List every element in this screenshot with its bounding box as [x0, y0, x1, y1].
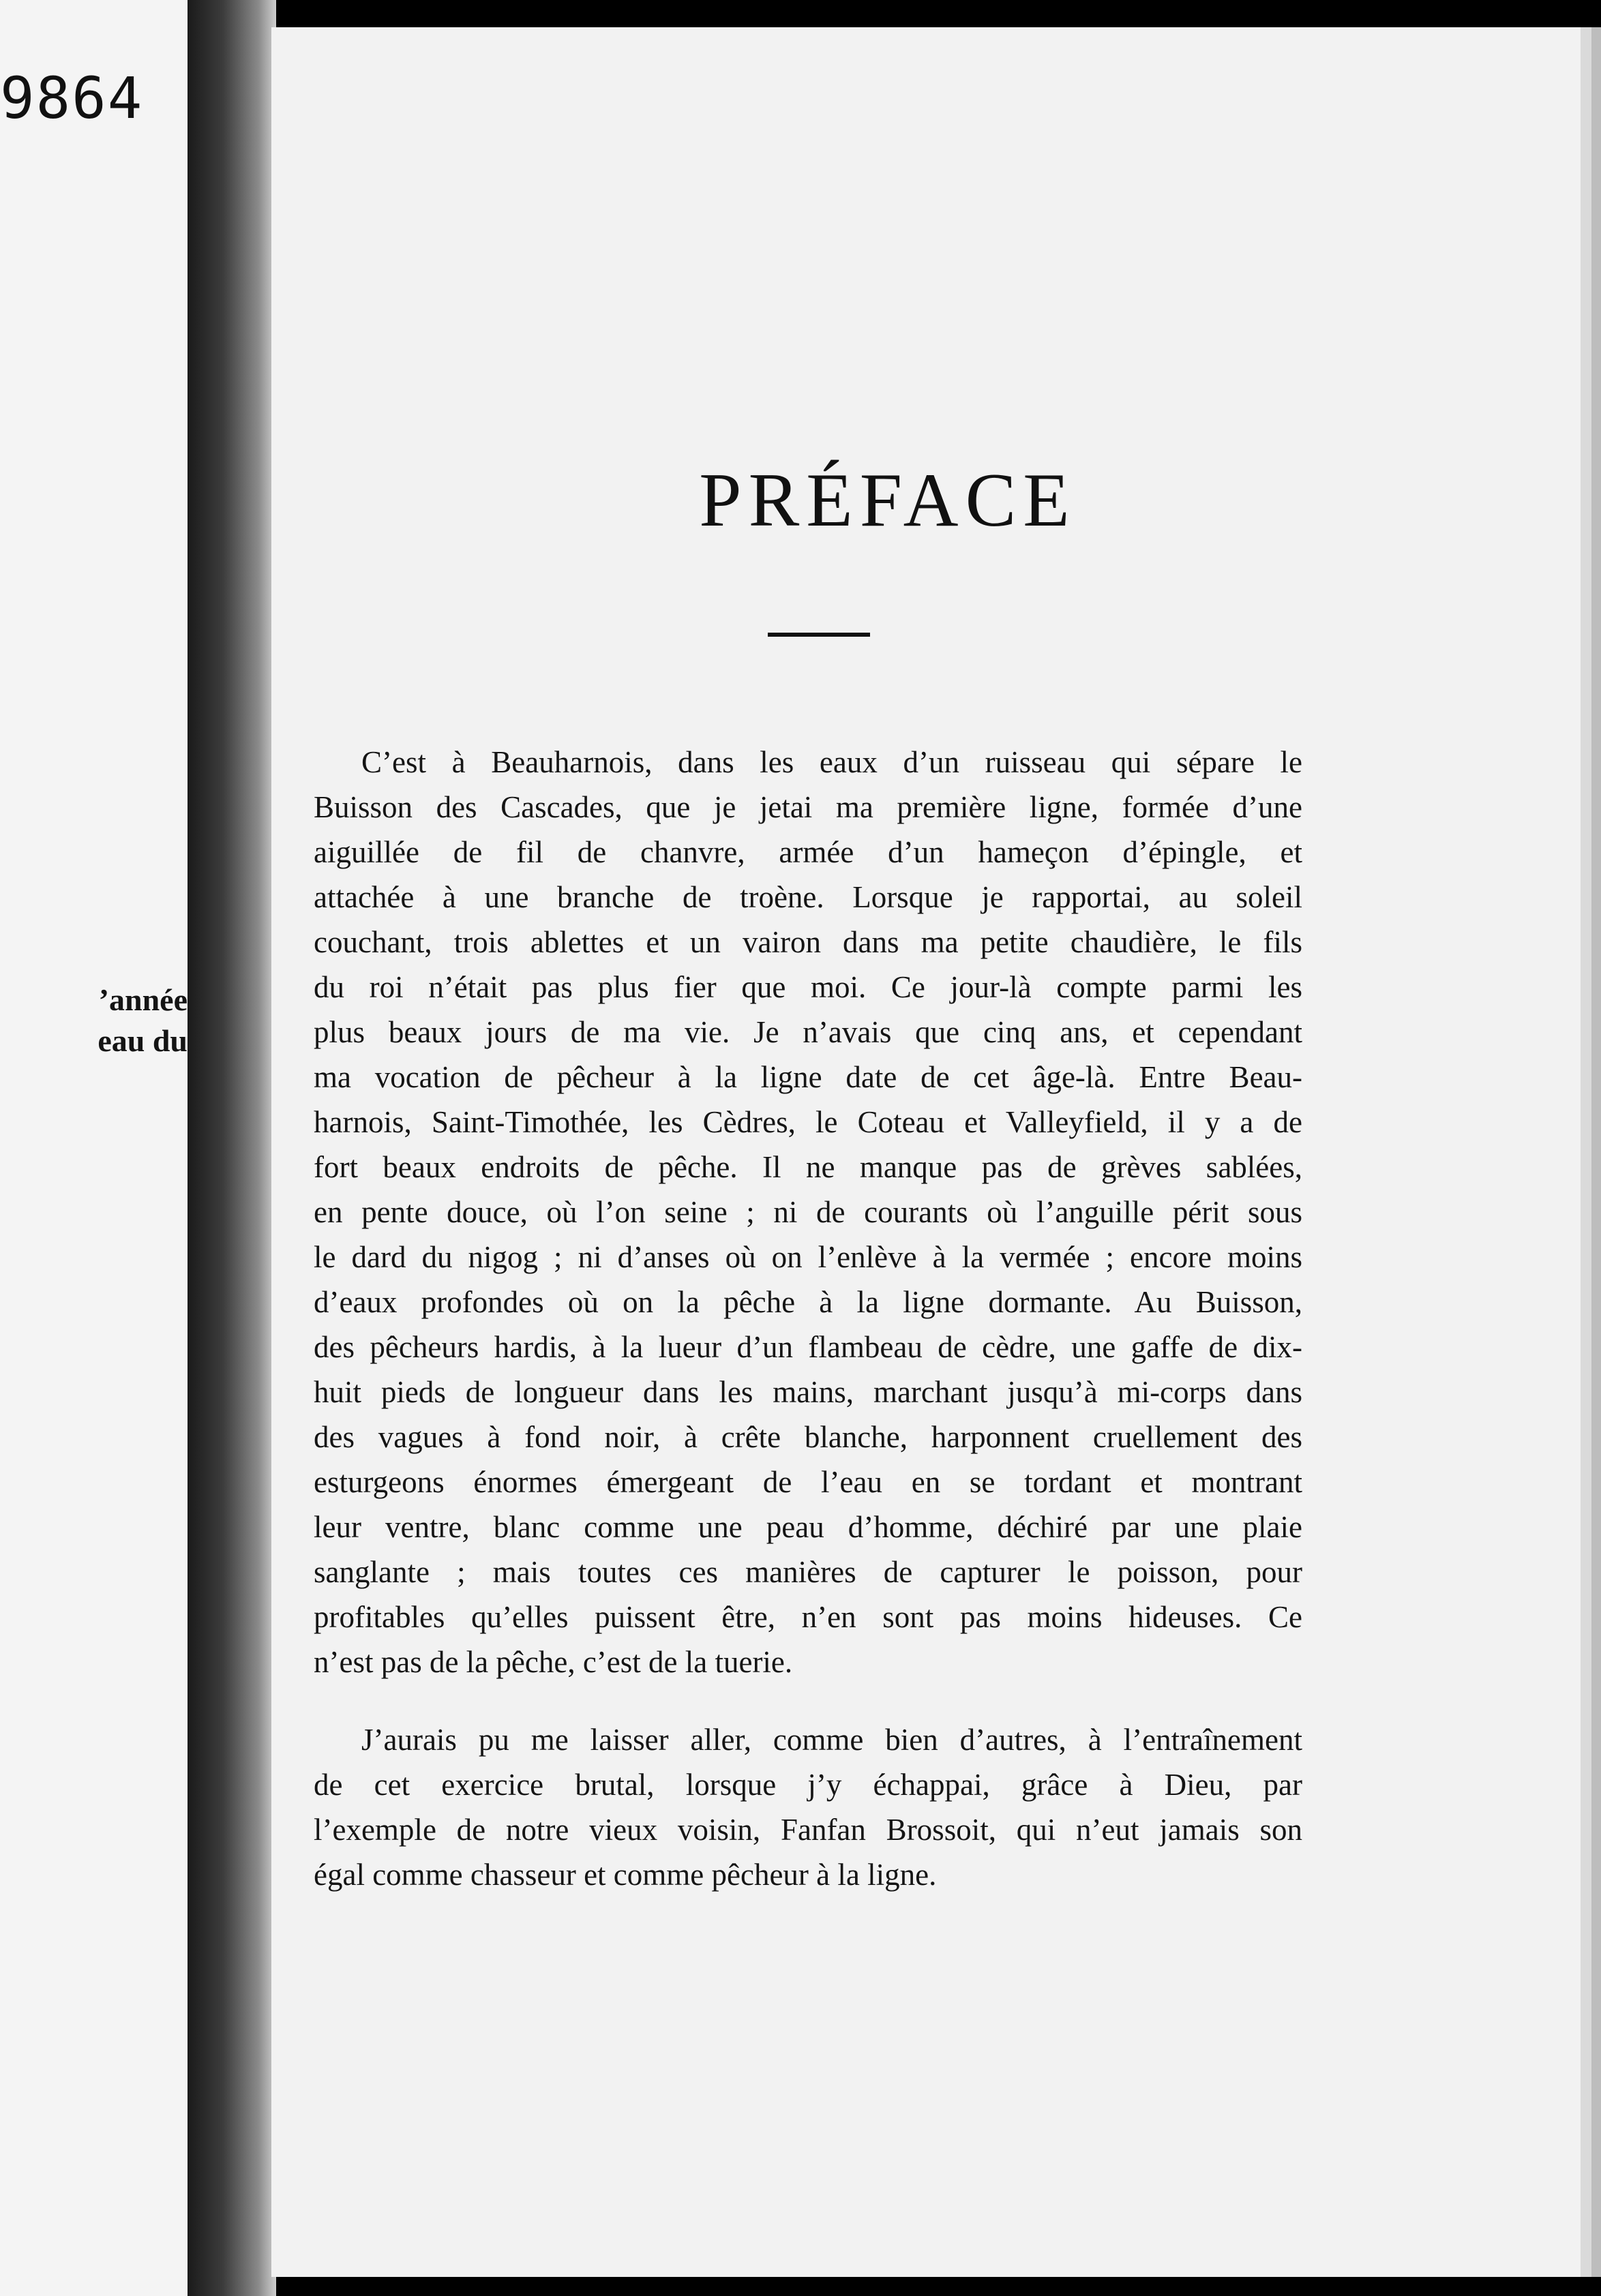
book-gutter: [188, 0, 276, 2296]
text-line: du roi n’était pas plus fier que moi. Ce jour-là compte parmi les: [314, 970, 1302, 1004]
text-line: des vagues à fond noir, à crête blanche, harponnent cruellement des: [314, 1420, 1302, 1454]
text-line: des pêcheurs hardis, à la lueur d’un flambeau de cèdre, une gaffe de dix-: [314, 1330, 1302, 1364]
preface-page: [271, 27, 1593, 2277]
text-line: J’aurais pu me laisser aller, comme bien d’autres, à l’entraînement: [361, 1723, 1302, 1757]
text-line: plus beaux jours de ma vie. Je n’avais que cinq ans, et cependant: [314, 1015, 1302, 1049]
text-line: égal comme chasseur et comme pêcheur à la ligne.: [314, 1858, 937, 1892]
text-line: attachée à une branche de troène. Lorsque je rapportai, au soleil: [314, 880, 1302, 914]
text-line: d’eaux profondes où on la pêche à la ligne dormante. Au Buisson,: [314, 1285, 1302, 1319]
text-line: sanglante ; mais toutes ces manières de capturer le poisson, pour: [314, 1555, 1302, 1589]
paragraph: [314, 740, 1302, 1685]
text-line: n’est pas de la pêche, c’est de la tuerie.: [314, 1645, 793, 1679]
text-line: l’exemple de notre vieux voisin, Fanfan Brossoit, qui n’eut jamais son: [314, 1813, 1302, 1847]
text-line: de cet exercice brutal, lorsque j’y échappai, grâce à Dieu, par: [314, 1768, 1302, 1802]
preface-body: [314, 740, 1302, 1897]
title-rule: [768, 633, 870, 637]
text-line: ma vocation de pêcheur à la ligne date de cet âge-là. Entre Beau-: [314, 1060, 1302, 1094]
text-line: le dard du nigog ; ni d’anses où on l’enlève à la vermée ; encore moins: [314, 1240, 1302, 1274]
text-line: couchant, trois ablettes et un vairon dans ma petite chaudière, le fils: [314, 925, 1302, 959]
text-line: leur ventre, blanc comme une peau d’homme, déchiré par une plaie: [314, 1510, 1302, 1544]
text-line: Buisson des Cascades, que je jetai ma première ligne, formée d’une: [314, 790, 1302, 824]
page-edge: [1591, 27, 1601, 2277]
previous-page: [0, 0, 188, 2296]
text-line: huit pieds de longueur dans les mains, marchant jusqu’à mi-corps dans: [314, 1375, 1302, 1409]
text-line: en pente douce, où l’on seine ; ni de courants où l’anguille périt sous: [314, 1195, 1302, 1229]
text-line: aiguillée de fil de chanvre, armée d’un hameçon d’épingle, et: [314, 835, 1302, 869]
text-line: esturgeons énormes émergeant de l’eau en se tordant et montrant: [314, 1465, 1302, 1499]
text-line: C’est à Beauharnois, dans les eaux d’un ruisseau qui sépare le: [361, 745, 1302, 779]
text-line: profitables qu’elles puissent être, n’en sont pas moins hideuses. Ce: [314, 1600, 1302, 1634]
page-title: PRÉFACE: [699, 458, 1077, 543]
paragraph: [314, 1717, 1302, 1897]
page-stamp-number: 9864: [0, 65, 144, 132]
text-line: fort beaux endroits de pêche. Il ne manque pas de grèves sablées,: [314, 1150, 1302, 1184]
previous-page-line: ’année: [98, 982, 188, 1017]
text-line: harnois, Saint-Timothée, les Cèdres, le Coteau et Valleyfield, il y a de: [314, 1105, 1302, 1139]
previous-page-line: eau du: [98, 1023, 188, 1058]
